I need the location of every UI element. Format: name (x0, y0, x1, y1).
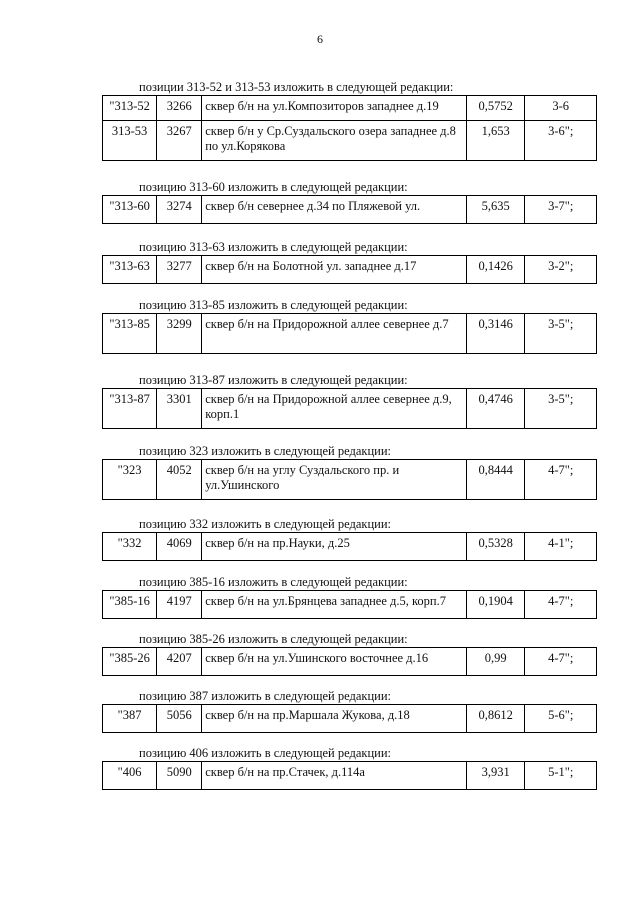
table-row (103, 96, 597, 121)
code-cell: 3277 (157, 256, 202, 284)
table-row (103, 460, 597, 500)
name-cell: сквер б/н на Придорожной аллее севернее д.9, корп.1 (202, 389, 467, 429)
section-heading: позицию 313-87 изложить в следующей редакции: (139, 373, 408, 387)
name-cell: сквер б/н на ул.Композиторов западнее д.19 (202, 96, 467, 121)
code-cell: 3267 (157, 121, 202, 161)
page-number: 6 (317, 32, 323, 46)
name-cell: сквер б/н севернее д.34 по Пляжевой ул. (202, 196, 467, 224)
position-cell: "385-26 (103, 648, 157, 676)
table-row (103, 256, 597, 284)
zone-cell: 4-7"; (525, 591, 597, 619)
entry-table (102, 647, 597, 676)
entry-table (102, 388, 597, 429)
area-cell: 3,931 (467, 762, 525, 790)
code-cell: 3266 (157, 96, 202, 121)
area-cell: 5,635 (467, 196, 525, 224)
area-cell: 0,1426 (467, 256, 525, 284)
position-cell: "385-16 (103, 591, 157, 619)
position-cell: "313-63 (103, 256, 157, 284)
position-cell: "323 (103, 460, 157, 500)
name-cell: сквер б/н на ул.Брянцева западнее д.5, корп.7 (202, 591, 467, 619)
table-row (103, 389, 597, 429)
section-heading: позицию 313-63 изложить в следующей редакции: (139, 240, 408, 254)
table-row (103, 533, 597, 561)
table-row (103, 705, 597, 733)
code-cell: 4197 (157, 591, 202, 619)
code-cell: 4052 (157, 460, 202, 500)
position-cell: "313-52 (103, 96, 157, 121)
name-cell: сквер б/н на пр.Маршала Жукова, д.18 (202, 705, 467, 733)
name-cell: сквер б/н на ул.Ушинского восточнее д.16 (202, 648, 467, 676)
code-cell: 4207 (157, 648, 202, 676)
position-cell: "406 (103, 762, 157, 790)
area-cell: 0,99 (467, 648, 525, 676)
name-cell: сквер б/н на углу Суздальского пр. и ул.Ушинского (202, 460, 467, 500)
table-row (103, 648, 597, 676)
name-cell: сквер б/н на пр.Стачек, д.114а (202, 762, 467, 790)
position-cell: "313-60 (103, 196, 157, 224)
name-cell: сквер б/н у Ср.Суздальского озера западнее д.8 по ул.Корякова (202, 121, 467, 161)
table-row (103, 591, 597, 619)
zone-cell: 4-1"; (525, 533, 597, 561)
table-row (103, 762, 597, 790)
section-heading: позицию 313-60 изложить в следующей редакции: (139, 180, 408, 194)
code-cell: 3301 (157, 389, 202, 429)
zone-cell: 3-6"; (525, 121, 597, 161)
zone-cell: 5-6"; (525, 705, 597, 733)
zone-cell: 3-7"; (525, 196, 597, 224)
section-heading: позицию 385-26 изложить в следующей редакции: (139, 632, 408, 646)
area-cell: 0,1904 (467, 591, 525, 619)
section-heading: позицию 406 изложить в следующей редакции: (139, 746, 391, 760)
entry-table (102, 255, 597, 284)
area-cell: 0,4746 (467, 389, 525, 429)
zone-cell: 3-2"; (525, 256, 597, 284)
section-heading: позицию 313-85 изложить в следующей редакции: (139, 298, 408, 312)
entry-table (102, 459, 597, 500)
position-cell: "313-85 (103, 314, 157, 354)
code-cell: 4069 (157, 533, 202, 561)
name-cell: сквер б/н на Придорожной аллее севернее д.7 (202, 314, 467, 354)
code-cell: 3299 (157, 314, 202, 354)
area-cell: 0,8612 (467, 705, 525, 733)
zone-cell: 3-5"; (525, 314, 597, 354)
code-cell: 5090 (157, 762, 202, 790)
section-heading: позицию 323 изложить в следующей редакции: (139, 444, 391, 458)
section-heading: позицию 385-16 изложить в следующей редакции: (139, 575, 408, 589)
zone-cell: 3-5"; (525, 389, 597, 429)
position-cell: "332 (103, 533, 157, 561)
entry-table (102, 313, 597, 354)
position-cell: "387 (103, 705, 157, 733)
section-heading: позицию 332 изложить в следующей редакции: (139, 517, 391, 531)
section-heading: позиции 313-52 и 313-53 изложить в следующей редакции: (139, 80, 454, 94)
area-cell: 1,653 (467, 121, 525, 161)
name-cell: сквер б/н на пр.Науки, д.25 (202, 533, 467, 561)
table-row (103, 196, 597, 224)
section-heading: позицию 387 изложить в следующей редакции: (139, 689, 391, 703)
zone-cell: 4-7"; (525, 648, 597, 676)
entry-table (102, 95, 597, 161)
entry-table (102, 761, 597, 790)
code-cell: 3274 (157, 196, 202, 224)
entry-table (102, 532, 597, 561)
area-cell: 0,5328 (467, 533, 525, 561)
entry-table (102, 704, 597, 733)
code-cell: 5056 (157, 705, 202, 733)
table-row (103, 121, 597, 161)
area-cell: 0,3146 (467, 314, 525, 354)
entry-table (102, 195, 597, 224)
table-row (103, 314, 597, 354)
area-cell: 0,8444 (467, 460, 525, 500)
area-cell: 0,5752 (467, 96, 525, 121)
zone-cell: 4-7"; (525, 460, 597, 500)
position-cell: 313-53 (103, 121, 157, 161)
zone-cell: 5-1"; (525, 762, 597, 790)
position-cell: "313-87 (103, 389, 157, 429)
name-cell: сквер б/н на Болотной ул. западнее д.17 (202, 256, 467, 284)
entry-table (102, 590, 597, 619)
zone-cell: 3-6 (525, 96, 597, 121)
